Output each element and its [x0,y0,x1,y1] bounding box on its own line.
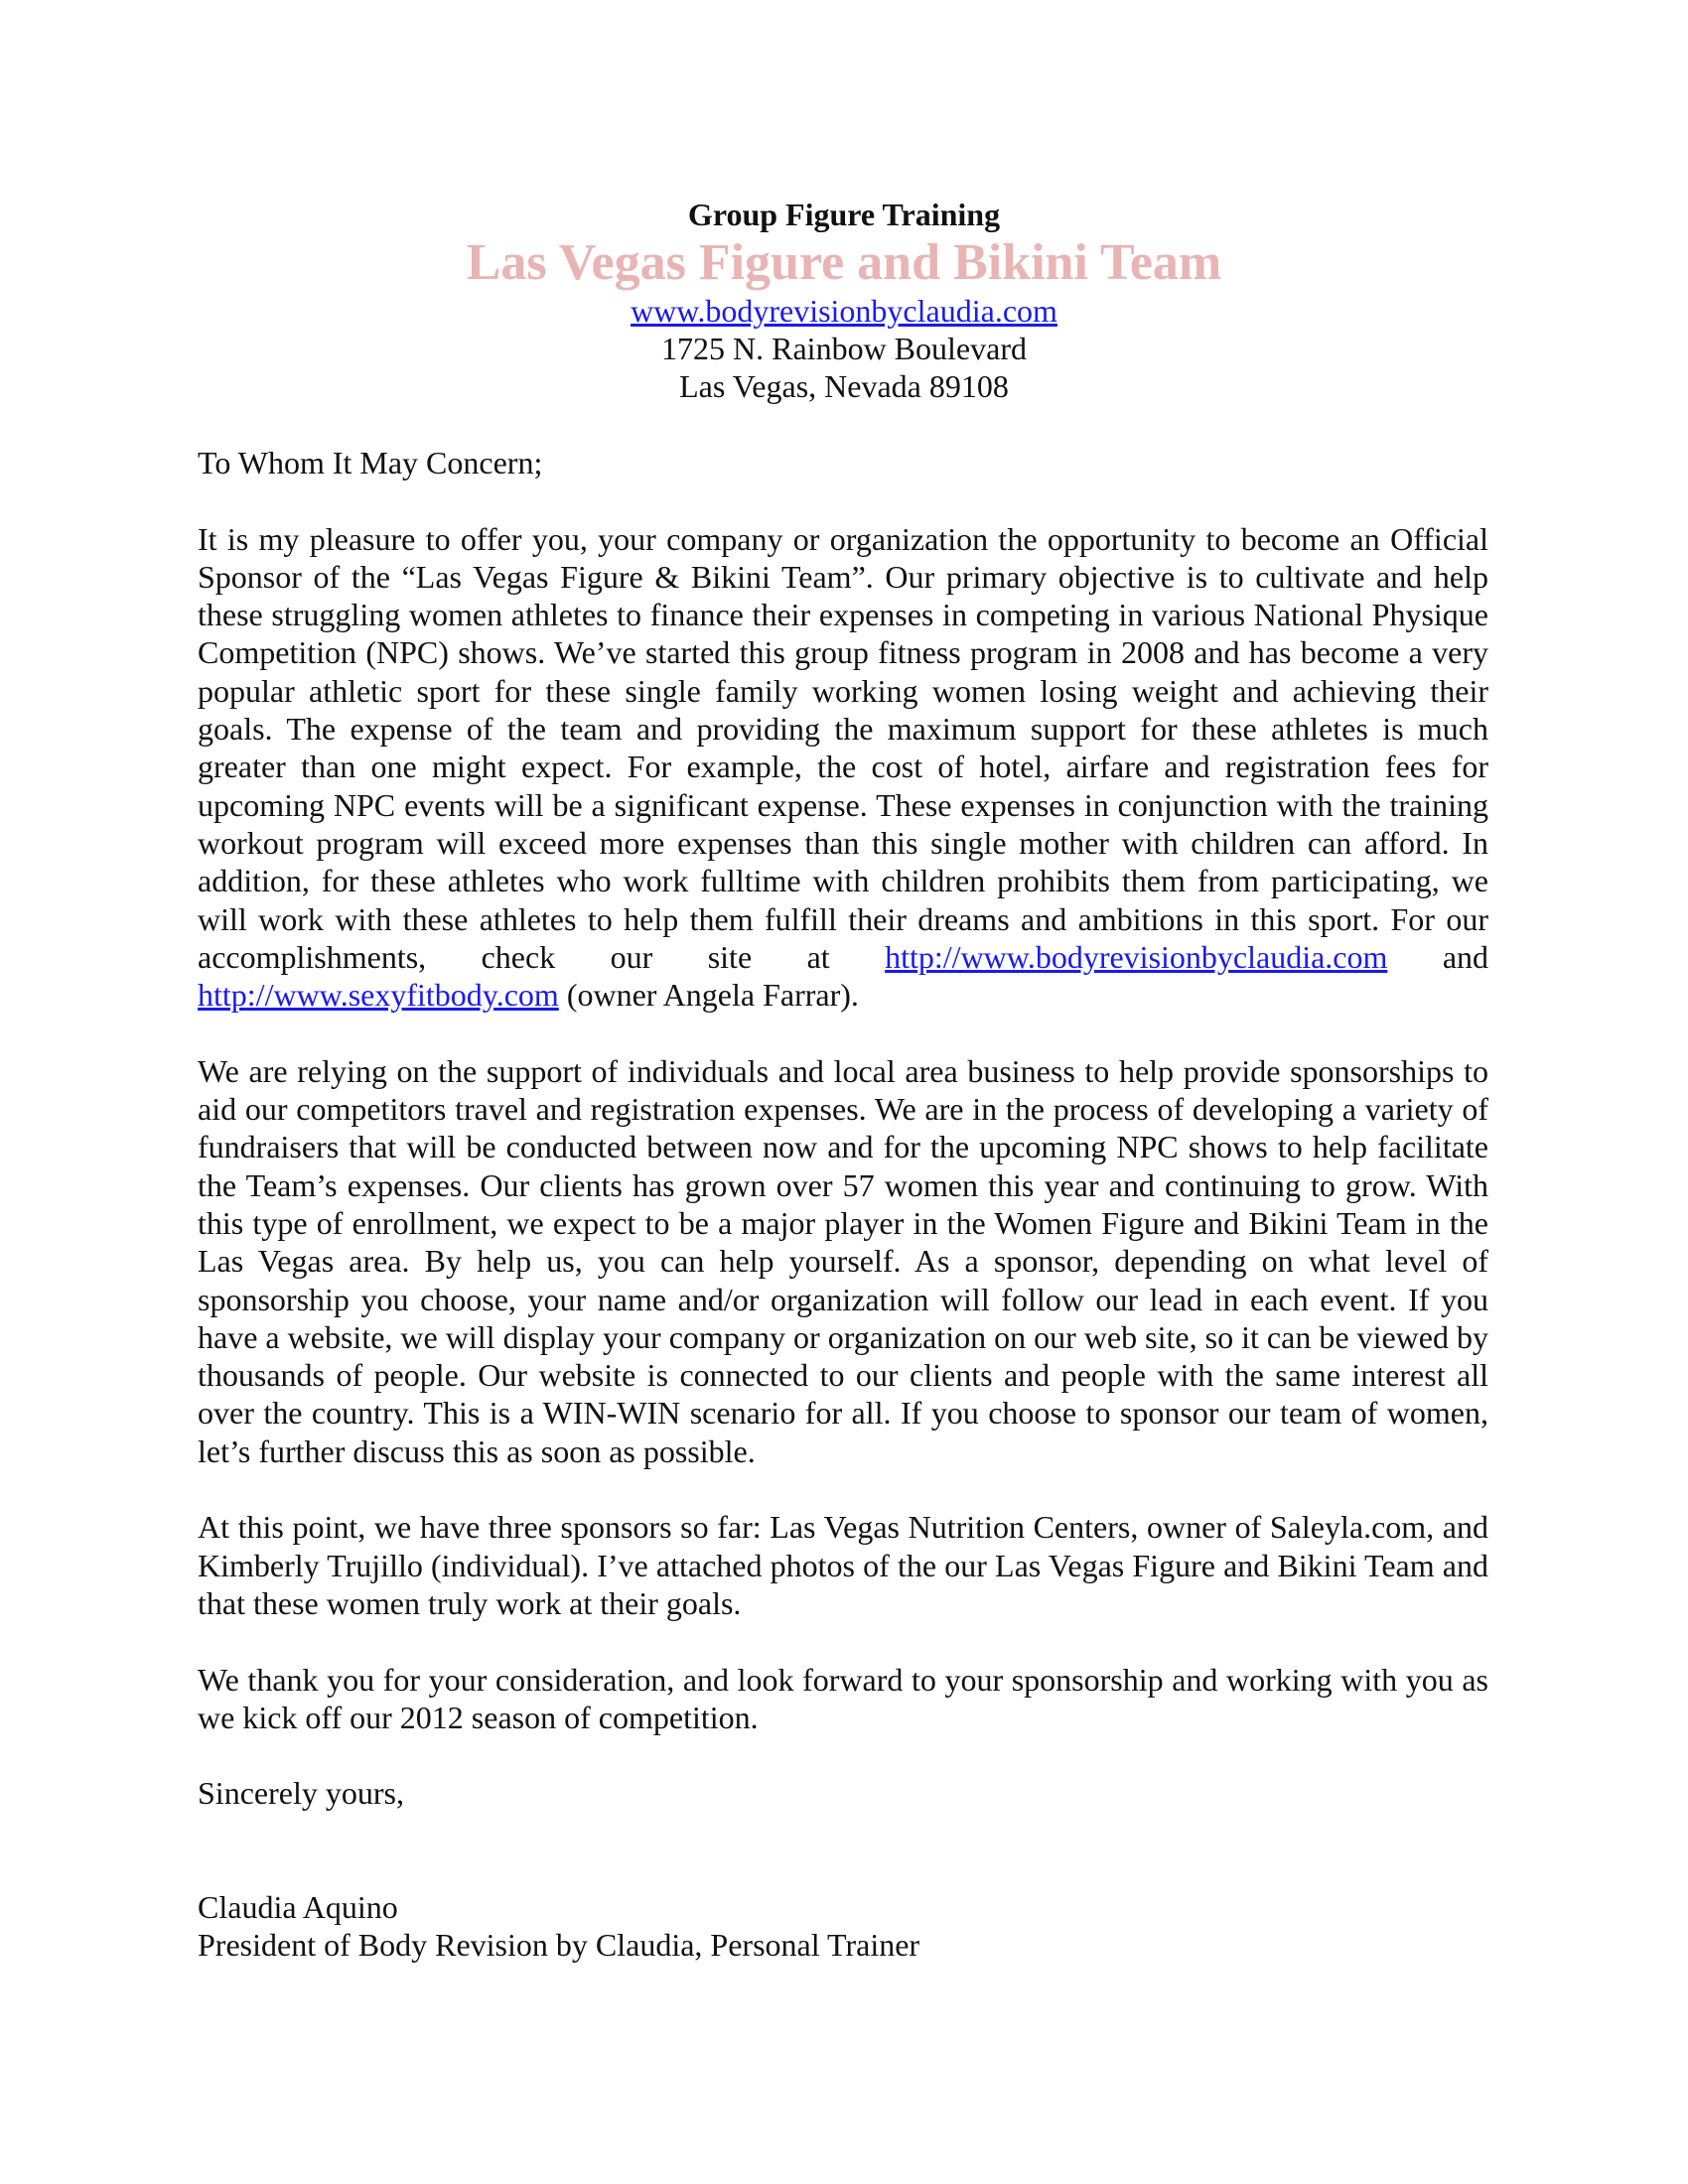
letterhead [0,195,1688,405]
paragraph-support: We are relying on the support of individuals and local area business to help provide sponsorships to aid our competitors travel and registration expenses. We are in the process of developing a variety of fundraisers that will be conducted between now and for the upcoming NPC shows to help facilitate the Team’s expenses. Our clients has grown over 57 women this year and continuing to grow. With this type of enrollment, we expect to be a major player in the Women Figure and Bikini Team in the Las Vegas area. By help us, you can help yourself. As a sponsor, depending on what level of sponsorship you choose, your name and/or organization will follow our lead in each event. If you have a website, we will display your company or organization on our web site, so it can be viewed by thousands of people. Our website is connected to our clients and people with the same interest all over the country. This is a WIN-WIN scenario for all. If you choose to sponsor our team of women, let’s further discuss this as soon as possible. [198,1052,1488,1469]
paragraph-thanks: We thank you for your consideration, and look forward to your sponsorship and working with you as we kick off our 2012 season of competition. [198,1661,1488,1735]
conjunction-text: and [1387,938,1489,975]
paragraph-sponsorship-offer [198,520,1488,1015]
salutation: To Whom It May Concern; [198,445,543,480]
city-address: Las Vegas, Nevada 89108 [679,368,1009,404]
paragraph-current-sponsors: At this point, we have three sponsors so far: Las Vegas Nutrition Centers, owner of Saleyla.com, and Kimberly Trujillo (individual). I’ve attached photos of the our Las Vegas Figure and Bikini Team and that these women truly work at their goals. [198,1509,1488,1621]
owner-note: (owner Angela Farrar). [558,977,859,1014]
letter-body [198,444,1488,1964]
team-title: Las Vegas Figure and Bikini Team [466,234,1222,291]
signer-title: President of Body Revision by Claudia, Personal Trainer [198,1926,920,1963]
paragraph-text: It is my pleasure to offer you, your company or organization the opportunity to become an Official Sponsor of the “Las Vegas Figure & Bikini Team”. Our primary objective is to cultivate and help these struggling women athletes to finance their expenses in competing in various National Physique Competition (NPC) shows. We’ve started this group fitness program in 2008 and has become a very popular athletic sport for these single family working women losing weight and achieving their goals. The expense of the team and providing the maximum support for these athletes is much greater than one might expect. For example, the cost of hotel, airfare and registration fees for upcoming NPC events will be a significant expense. These expenses in conjunction with the training workout program will exceed more expenses than this single mother with children can afford. In addition, for these athletes who work fulltime with children prohibits them from participating, we will work with these athletes to help them fulfill their dreams and ambitions in this sport. For our accomplishments, check our site at [198,520,1488,975]
org-title: Group Figure Training [687,197,1001,232]
closing: Sincerely yours, [198,1775,404,1812]
website-link[interactable]: www.bodyrevisionbyclaudia.com [631,293,1057,329]
signature-space [198,1813,1488,1888]
sexyfitbody-link[interactable]: http://www.sexyfitbody.com [198,977,559,1014]
bodyrevision-link[interactable]: http://www.bodyrevisionbyclaudia.com [885,938,1388,975]
street-address: 1725 N. Rainbow Boulevard [661,331,1027,366]
signer-name: Claudia Aquino [198,1888,398,1925]
